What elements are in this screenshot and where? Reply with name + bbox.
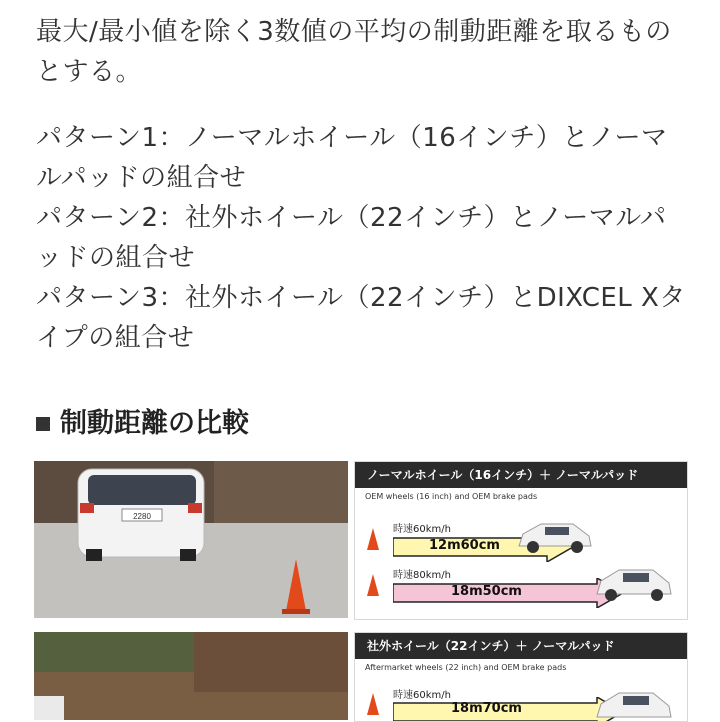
panel1-row1-distance: 12m60cm: [429, 538, 500, 553]
van-photo-illustration: [34, 461, 348, 618]
section-heading: [36, 404, 249, 444]
panel1-row1-speed: 時速60km/h: [393, 524, 451, 535]
panel1-row2-distance: 18m50cm: [451, 584, 522, 599]
panel2-header: 社外ホイール（22インチ）＋ ノーマルパッド: [355, 633, 687, 659]
cone-icon: [367, 693, 379, 715]
cone-icon: [367, 574, 379, 596]
panel1-subtitle: OEM wheels (16 inch) and OEM brake pads: [365, 492, 538, 501]
panel1-row2-speed: 時速80km/h: [393, 570, 451, 581]
photo-van-test-2: [34, 632, 348, 720]
photo-van-test-1: [34, 461, 348, 618]
panel1-header: ノーマルホイール（16インチ）＋ ノーマルパッド: [355, 462, 687, 488]
paragraph-intro: 最大/最小値を除く3数値の平均の制動距離を取るものとする。: [36, 17, 672, 87]
square-bullet-icon: [36, 417, 50, 431]
cone-icon: [367, 528, 379, 550]
section-title: 制動距離の比較: [60, 408, 249, 439]
panel2-row1-speed: 時速60km/h: [393, 690, 451, 701]
pattern-2: パターン2：社外ホイール（22インチ）とノーマルパッドの組合せ: [36, 203, 667, 273]
pattern-list: [36, 118, 686, 358]
pattern-1: パターン1：ノーマルホイール（16インチ）とノーマルパッドの組合せ: [36, 123, 668, 193]
car-side-icon: [593, 685, 675, 722]
car-side-icon: [593, 562, 675, 604]
braking-chart-panel-1: [354, 461, 688, 620]
car-side-icon: [515, 516, 595, 556]
panel2-subtitle: Aftermarket wheels (22 inch) and OEM brake pads: [365, 663, 567, 672]
forest-photo-illustration: [34, 632, 348, 720]
braking-chart-panel-2: [354, 632, 688, 722]
plate-number: 2280: [133, 512, 151, 521]
pattern-3: パターン3：社外ホイール（22インチ）とDIXCEL Xタイプの組合せ: [36, 283, 686, 353]
panel2-row1-distance: 18m70cm: [451, 701, 522, 716]
